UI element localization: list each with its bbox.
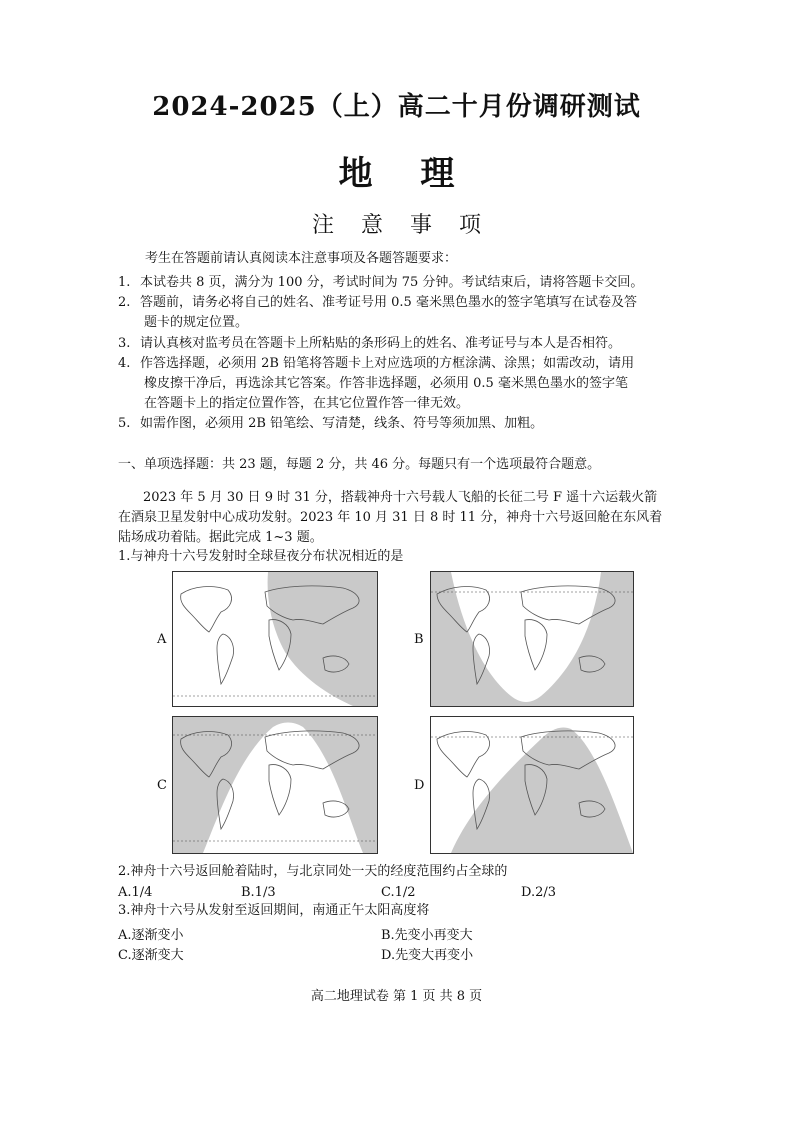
rule-line: 答题前，请务必将自己的姓名、准考证号用 0.5 毫米黑色墨水的签字笔填写在试卷及答 — [140, 295, 637, 310]
day-night-map-c — [173, 717, 377, 853]
rule-line: 橡皮擦干净后，再选涂其它答案。作答非选择题，必须用 0.5 毫米黑色墨水的签字笔 — [144, 376, 628, 391]
option-c-label: C — [157, 778, 167, 793]
question-3: 3.神舟十六号从发射至返回期间，南通正午太阳高度将 — [118, 903, 430, 918]
rule-line: 题卡的规定位置。 — [144, 315, 249, 330]
option-b-map[interactable] — [430, 571, 634, 707]
q2-option-b[interactable]: B.1/3 — [241, 885, 276, 900]
option-d-map[interactable] — [430, 716, 634, 854]
stem-line: 2023 年 5 月 30 日 9 时 31 分，搭载神舟十六号载人飞船的长征二号 F 遥十六运载火箭 — [143, 490, 658, 505]
q2-option-c[interactable]: C.1/2 — [381, 885, 416, 900]
q2-option-d[interactable]: D.2/3 — [521, 885, 557, 900]
section-heading: 一、单项选择题：共 23 题，每题 2 分，共 46 分。每题只有一个选项最符合题意。 — [118, 457, 601, 472]
exam-title: 2024-2025（上）高二十月份调研测试 — [152, 92, 641, 122]
q3-option-d[interactable]: D.先变大再变小 — [381, 948, 474, 963]
rule-line: 如需作图，必须用 2B 铅笔绘、写清楚，线条、符号等须加黑、加粗。 — [140, 416, 544, 431]
option-c-map[interactable] — [172, 716, 378, 854]
notice-title: 注 意 事 项 — [312, 213, 491, 238]
question-2: 2.神舟十六号返回舱着陆时，与北京同处一天的经度范围约占全球的 — [118, 864, 508, 879]
stem-line: 在酒泉卫星发射中心成功发射。2023 年 10 月 31 日 8 时 11 分，神舟十六号返回舱在东风着 — [118, 510, 663, 525]
page-footer: 高二地理试卷 第 1 页 共 8 页 — [310, 989, 483, 1004]
question-stem — [118, 488, 698, 548]
q3-option-b[interactable]: B.先变小再变大 — [381, 928, 473, 943]
rule-line: 本试卷共 8 页，满分为 100 分，考试时间为 75 分钟。考试结束后，请将答题卡交回。 — [140, 275, 644, 290]
rule-number: 5. — [118, 416, 131, 431]
subject-title: 地 理 — [338, 154, 473, 194]
q2-option-a[interactable]: A.1/4 — [118, 885, 153, 900]
option-b-label: B — [414, 632, 424, 647]
q3-option-a[interactable]: A.逐渐变小 — [118, 928, 184, 943]
option-a-map[interactable] — [172, 571, 378, 707]
notice-intro: 考生在答题前请认真阅读本注意事项及各题答题要求： — [145, 251, 458, 266]
rule-number: 2. — [118, 295, 131, 310]
rule-line: 作答选择题，必须用 2B 铅笔将答题卡上对应选项的方框涂满、涂黑；如需改动，请用 — [140, 356, 635, 371]
day-night-map-a — [173, 572, 377, 706]
rule-number: 3. — [118, 336, 131, 351]
day-night-map-d — [431, 717, 633, 853]
rule-line: 请认真核对监考员在答题卡上所粘贴的条形码上的姓名、准考证号与本人是否相符。 — [140, 336, 622, 351]
rule-number: 4. — [118, 356, 131, 371]
q3-option-c[interactable]: C.逐渐变大 — [118, 948, 184, 963]
option-d-label: D — [414, 778, 425, 793]
option-a-label: A — [157, 632, 167, 647]
question-1: 1.与神舟十六号发射时全球昼夜分布状况相近的是 — [118, 549, 404, 564]
day-night-map-b — [431, 572, 633, 706]
rule-line: 在答题卡上的指定位置作答，在其它位置作答一律无效。 — [144, 396, 470, 411]
rule-number: 1. — [118, 275, 131, 290]
stem-line: 陆场成功着陆。据此完成 1~3 题。 — [118, 530, 323, 545]
